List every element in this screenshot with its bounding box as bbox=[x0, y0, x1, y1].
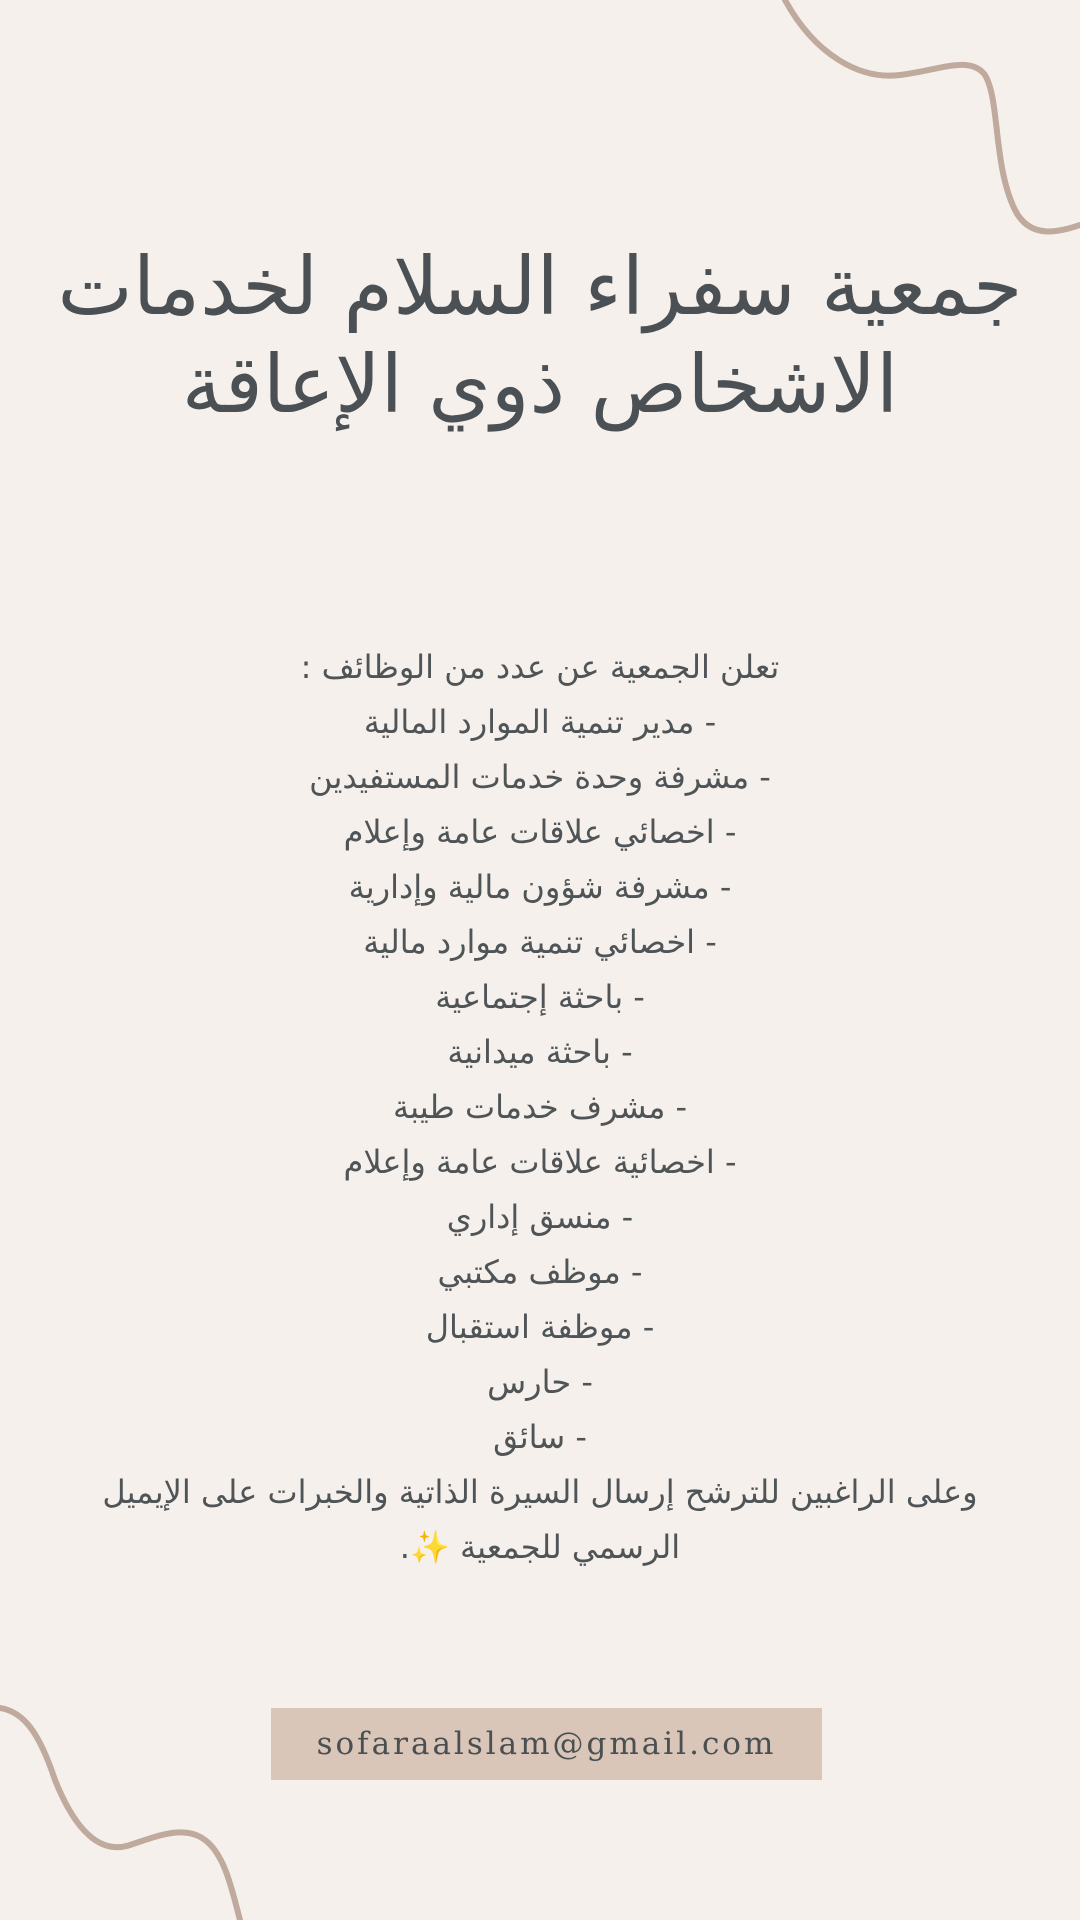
job-list-item: - باحثة إجتماعية bbox=[435, 978, 645, 1016]
job-list-item: - موظف مكتبي bbox=[437, 1253, 643, 1291]
job-list-item: - حارس bbox=[487, 1363, 593, 1401]
job-list-item: - مشرف خدمات طيبة bbox=[392, 1088, 688, 1126]
job-announcement bbox=[20, 640, 1060, 1575]
job-list-item: - سائق bbox=[493, 1418, 587, 1456]
job-list bbox=[20, 695, 1060, 1465]
top-right-curve bbox=[785, 0, 1080, 232]
job-list-item: - باحثة ميدانية bbox=[447, 1033, 633, 1071]
page-title bbox=[20, 238, 1060, 434]
job-list-item: - اخصائي علاقات عامة وإعلام bbox=[343, 813, 737, 851]
job-list-item: - موظفة استقبال bbox=[425, 1308, 655, 1346]
email-box bbox=[271, 1708, 822, 1780]
bottom-left-curve bbox=[0, 1708, 240, 1920]
job-list-item: - مدير تنمية الموارد المالية bbox=[363, 703, 717, 741]
job-list-item: - منسق إداري bbox=[446, 1198, 634, 1236]
job-list-item: - مشرفة شؤون مالية وإدارية bbox=[348, 868, 732, 906]
title-line-2: الاشخاص ذوي الإعاقة bbox=[181, 338, 899, 431]
announcement-intro: تعلن الجمعية عن عدد من الوظائف : bbox=[300, 648, 780, 686]
job-list-item: - مشرفة وحدة خدمات المستفيدين bbox=[309, 758, 771, 796]
job-list-item: - اخصائي تنمية موارد مالية bbox=[363, 923, 717, 961]
closing-line-1: وعلى الراغبين للترشح إرسال السيرة الذاتية والخبرات على الإيميل bbox=[102, 1473, 978, 1511]
job-list-item: - اخصائية علاقات عامة وإعلام bbox=[343, 1143, 737, 1181]
contact-email[interactable]: sofaraalslam@gmail.com bbox=[316, 1726, 777, 1762]
closing-line-2: الرسمي للجمعية ✨. bbox=[399, 1528, 681, 1566]
title-line-1: جمعية سفراء السلام لخدمات bbox=[57, 240, 1023, 333]
